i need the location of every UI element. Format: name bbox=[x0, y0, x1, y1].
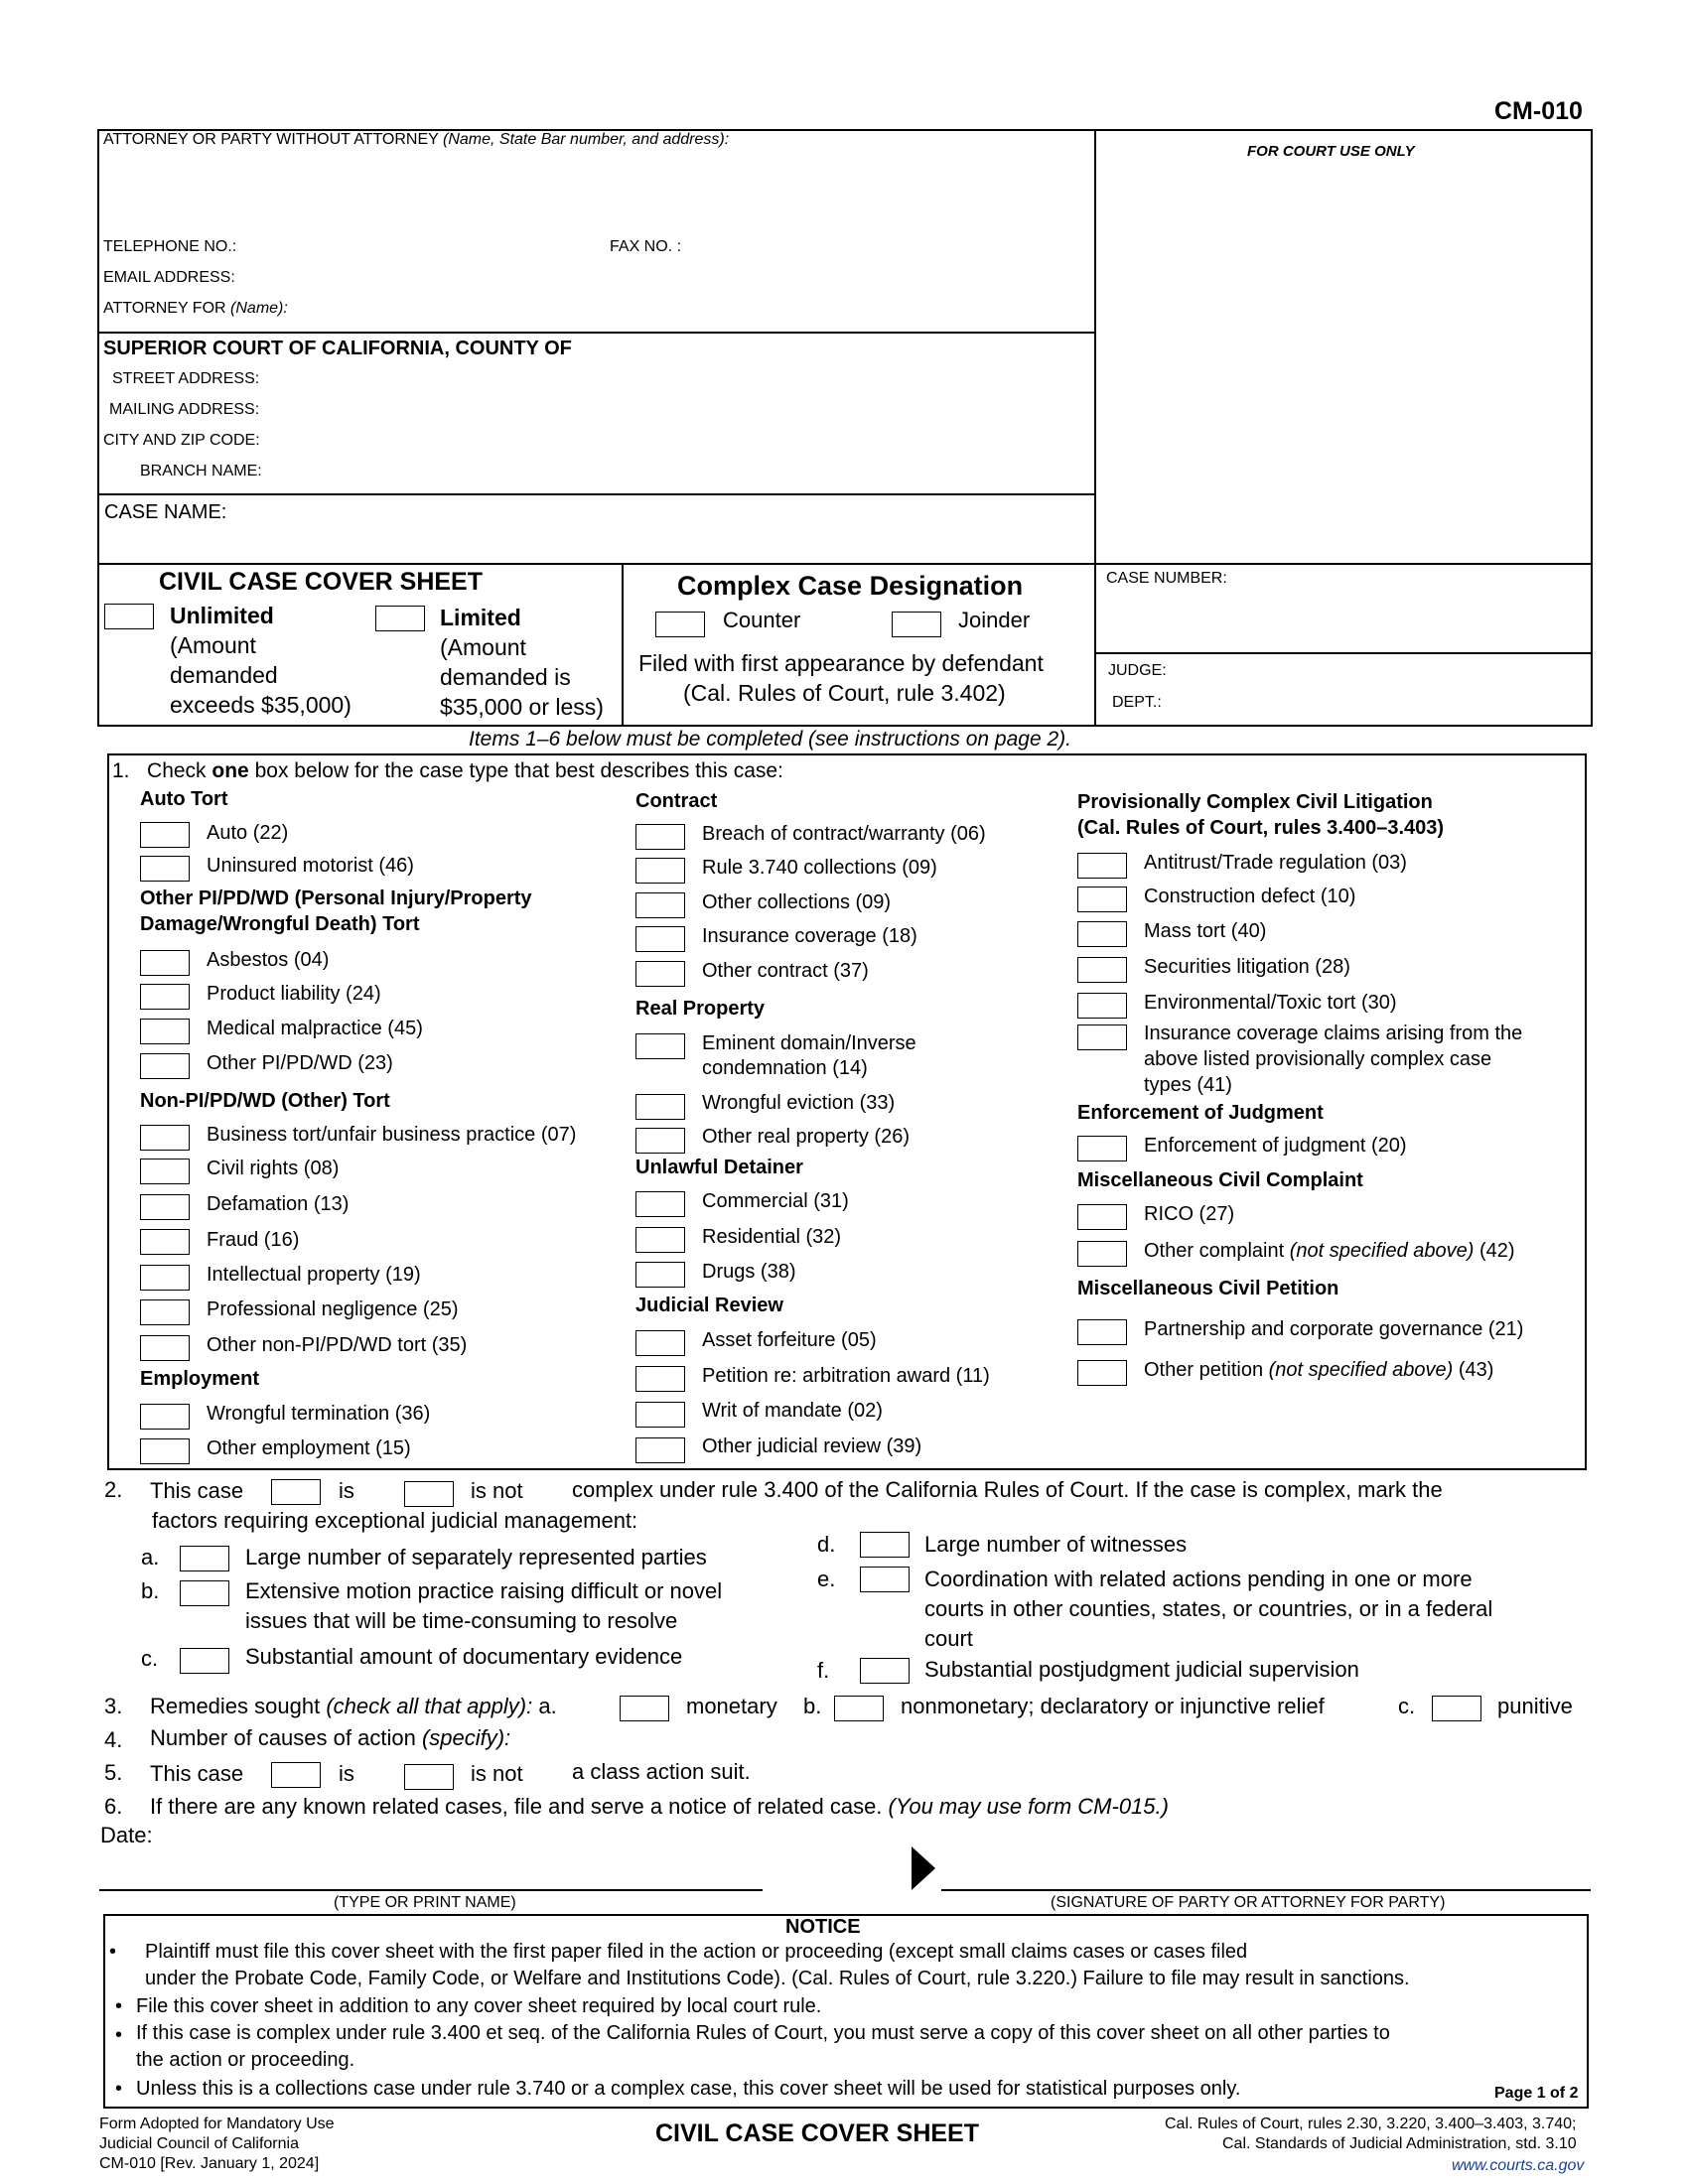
footer-council: Judicial Council of California bbox=[99, 2135, 299, 2152]
item2-num: 2. bbox=[104, 1477, 123, 1502]
other-complaint-checkbox[interactable] bbox=[1077, 1241, 1127, 1267]
limited-checkbox[interactable] bbox=[375, 606, 425, 631]
insurance-checkbox[interactable] bbox=[635, 926, 685, 952]
cover-title: CIVIL CASE COVER SHEET bbox=[159, 568, 483, 596]
civil-checkbox[interactable] bbox=[140, 1159, 190, 1184]
writ-label: Writ of mandate (02) bbox=[702, 1400, 883, 1422]
item2-is-not-checkbox[interactable] bbox=[404, 1481, 454, 1507]
notice-bullet-3: • bbox=[115, 2024, 123, 2046]
court-use-label: FOR COURT USE ONLY bbox=[1247, 143, 1415, 160]
writ-checkbox[interactable] bbox=[635, 1402, 685, 1428]
item2-rest: complex under rule 3.400 of the California Rules of Court. If the case is complex, mark the bbox=[572, 1477, 1443, 1502]
product-checkbox[interactable] bbox=[140, 984, 190, 1010]
antitrust-label: Antitrust/Trade regulation (03) bbox=[1144, 852, 1407, 874]
item2-this-case: This case bbox=[150, 1478, 244, 1503]
other-non-pi-checkbox[interactable] bbox=[140, 1335, 190, 1361]
fraud-label: Fraud (16) bbox=[207, 1229, 300, 1251]
auto-tort-heading: Auto Tort bbox=[140, 788, 228, 810]
environmental-label: Environmental/Toxic tort (30) bbox=[1144, 992, 1397, 1014]
type-name-label: (TYPE OR PRINT NAME) bbox=[334, 1894, 516, 1911]
other-real-label: Other real property (26) bbox=[702, 1126, 910, 1148]
counter-checkbox[interactable] bbox=[655, 612, 705, 637]
other-complaint-label: Other complaint (not specified above) (42) bbox=[1144, 1240, 1515, 1262]
signature-field[interactable] bbox=[941, 1852, 1591, 1888]
mailing-label: MAILING ADDRESS: bbox=[109, 401, 260, 418]
footer-rules: Cal. Rules of Court, rules 2.30, 3.220, 3.400–3.403, 3.740; bbox=[1165, 2116, 1577, 2132]
other-contract-checkbox[interactable] bbox=[635, 961, 685, 987]
unlimited-line2: demanded bbox=[170, 662, 278, 688]
item5-rest: a class action suit. bbox=[572, 1759, 751, 1784]
provisionally-complex-heading: Provisionally Complex Civil Litigation bbox=[1077, 791, 1433, 813]
real-property-heading: Real Property bbox=[635, 998, 766, 1020]
punitive-label: punitive bbox=[1497, 1694, 1573, 1718]
asbestos-checkbox[interactable] bbox=[140, 950, 190, 976]
footer-title: CIVIL CASE COVER SHEET bbox=[655, 2119, 979, 2147]
ip-label: Intellectual property (19) bbox=[207, 1264, 421, 1286]
limited-line1: (Amount bbox=[440, 634, 526, 660]
factor-b-label-2: issues that will be time-consuming to resolve bbox=[245, 1608, 678, 1633]
notice-b3-line1: If this case is complex under rule 3.400 et seq. of the California Rules of Court, you must serve a copy of this cover sheet on all other parties to bbox=[136, 2022, 1390, 2044]
notice-b3-line2: the action or proceeding. bbox=[136, 2049, 355, 2071]
other-non-pi-label: Other non-PI/PD/WD tort (35) bbox=[207, 1334, 468, 1356]
rule-collections-checkbox[interactable] bbox=[635, 858, 685, 884]
business-checkbox[interactable] bbox=[140, 1125, 190, 1151]
complex-title: Complex Case Designation bbox=[677, 571, 1024, 601]
asbestos-label: Asbestos (04) bbox=[207, 949, 330, 971]
residential-label: Residential (32) bbox=[702, 1226, 842, 1248]
employment-heading: Employment bbox=[140, 1368, 260, 1390]
notice-bullet-2: • bbox=[115, 1995, 123, 2017]
footer-standards: Cal. Standards of Judicial Administration, std. 3.10 bbox=[1222, 2135, 1577, 2152]
eminent-label: Eminent domain/Inverse bbox=[702, 1032, 916, 1054]
other-judicial-label: Other judicial review (39) bbox=[702, 1435, 922, 1457]
factor-f-label: Substantial postjudgment judicial supervision bbox=[924, 1657, 1359, 1682]
city-label: CITY AND ZIP CODE: bbox=[103, 432, 260, 449]
telephone-label: TELEPHONE NO.: bbox=[103, 238, 237, 255]
item1-heading: 1. Check one box below for the case type that best describes this case: bbox=[112, 759, 783, 782]
rico-label: RICO (27) bbox=[1144, 1203, 1235, 1225]
factor-f-letter: f. bbox=[817, 1658, 830, 1683]
commercial-label: Commercial (31) bbox=[702, 1190, 849, 1212]
item2-is-not-label: is not bbox=[471, 1478, 523, 1503]
other-pi-heading: Other PI/PD/WD (Personal Injury/Property bbox=[140, 887, 532, 909]
item5-is-label: is bbox=[339, 1761, 354, 1786]
counter-label: Counter bbox=[723, 608, 801, 632]
item3-label: Remedies sought (check all that apply): a. bbox=[150, 1694, 557, 1718]
monetary-checkbox[interactable] bbox=[620, 1696, 669, 1721]
auto-label: Auto (22) bbox=[207, 822, 289, 844]
factor-a-checkbox[interactable] bbox=[180, 1546, 229, 1571]
dept-label: DEPT.: bbox=[1112, 694, 1162, 711]
page-number: Page 1 of 2 bbox=[1494, 2085, 1579, 2102]
factor-e-checkbox[interactable] bbox=[860, 1567, 910, 1592]
non-pi-heading: Non-PI/PD/WD (Other) Tort bbox=[140, 1090, 390, 1112]
drugs-label: Drugs (38) bbox=[702, 1261, 796, 1283]
attorney-for-label: ATTORNEY FOR (Name): bbox=[103, 300, 288, 317]
provisionally-complex-heading-2: (Cal. Rules of Court, rules 3.400–3.403) bbox=[1077, 817, 1445, 839]
joinder-checkbox[interactable] bbox=[892, 612, 941, 637]
mass-tort-checkbox[interactable] bbox=[1077, 921, 1127, 947]
attorney-label: ATTORNEY OR PARTY WITHOUT ATTORNEY (Name, State Bar number, and address): bbox=[103, 131, 730, 148]
enforcement-heading: Enforcement of Judgment bbox=[1077, 1102, 1324, 1124]
factor-c-checkbox[interactable] bbox=[180, 1648, 229, 1674]
partnership-checkbox[interactable] bbox=[1077, 1319, 1127, 1345]
factor-b-letter: b. bbox=[141, 1578, 160, 1603]
limited-line2: demanded is bbox=[440, 664, 571, 690]
construction-checkbox[interactable] bbox=[1077, 887, 1127, 912]
attorney-field[interactable] bbox=[103, 151, 1086, 240]
item3-num: 3. bbox=[104, 1694, 123, 1718]
other-employment-label: Other employment (15) bbox=[207, 1437, 411, 1459]
limited-line3: $35,000 or less) bbox=[440, 694, 604, 720]
defamation-label: Defamation (13) bbox=[207, 1193, 350, 1215]
name-field[interactable] bbox=[99, 1852, 763, 1888]
item5-num: 5. bbox=[104, 1760, 123, 1785]
item4-label: Number of causes of action (specify): bbox=[150, 1725, 511, 1750]
factor-e-label-3: court bbox=[924, 1626, 973, 1651]
enforcement-checkbox[interactable] bbox=[1077, 1136, 1127, 1161]
environmental-checkbox[interactable] bbox=[1077, 993, 1127, 1019]
case-number-label: CASE NUMBER: bbox=[1106, 570, 1227, 587]
nonmonetary-label: nonmonetary; declaratory or injunctive relief bbox=[901, 1694, 1325, 1718]
petition-arbitration-checkbox[interactable] bbox=[635, 1366, 685, 1392]
footer-form-rev: CM-010 [Rev. January 1, 2024] bbox=[99, 2155, 320, 2172]
eviction-checkbox[interactable] bbox=[635, 1094, 685, 1120]
wrongful-termination-label: Wrongful termination (36) bbox=[207, 1403, 431, 1425]
other-pi-checkbox[interactable] bbox=[140, 1053, 190, 1079]
securities-checkbox[interactable] bbox=[1077, 957, 1127, 983]
misc-petition-heading: Miscellaneous Civil Petition bbox=[1077, 1278, 1339, 1299]
medical-label: Medical malpractice (45) bbox=[207, 1018, 423, 1039]
notice-b2: File this cover sheet in addition to any cover sheet required by local court rule. bbox=[136, 1995, 822, 2017]
fraud-checkbox[interactable] bbox=[140, 1229, 190, 1255]
case-name-label: CASE NAME: bbox=[104, 501, 227, 523]
eviction-label: Wrongful eviction (33) bbox=[702, 1092, 896, 1114]
class-action-is-not-checkbox[interactable] bbox=[404, 1764, 454, 1790]
partnership-label: Partnership and corporate governance (21) bbox=[1144, 1318, 1524, 1340]
filed-line1: Filed with first appearance by defendant bbox=[638, 650, 1044, 676]
insurance-label: Insurance coverage (18) bbox=[702, 925, 917, 947]
eminent-label-2: condemnation (14) bbox=[702, 1057, 868, 1079]
judge-label: JUDGE: bbox=[1108, 662, 1167, 679]
notice-b1-line2: under the Probate Code, Family Code, or Welfare and Institutions Code). (Cal. Rules of Court, rule 3.220.) Failure to file may result in sanctions. bbox=[145, 1968, 1410, 1989]
item6-num: 6. bbox=[104, 1794, 123, 1819]
drugs-checkbox[interactable] bbox=[635, 1262, 685, 1288]
factor-e-letter: e. bbox=[817, 1567, 836, 1591]
medical-checkbox[interactable] bbox=[140, 1019, 190, 1044]
email-label: EMAIL ADDRESS: bbox=[103, 269, 235, 286]
form-id: CM-010 bbox=[1494, 97, 1583, 125]
securities-label: Securities litigation (28) bbox=[1144, 956, 1350, 978]
mass-tort-label: Mass tort (40) bbox=[1144, 920, 1267, 942]
street-label: STREET ADDRESS: bbox=[112, 370, 260, 387]
construction-label: Construction defect (10) bbox=[1144, 886, 1356, 907]
antitrust-checkbox[interactable] bbox=[1077, 853, 1127, 879]
uninsured-checkbox[interactable] bbox=[140, 856, 190, 882]
nonmonetary-checkbox[interactable] bbox=[834, 1696, 884, 1721]
other-judicial-checkbox[interactable] bbox=[635, 1437, 685, 1463]
other-pi-label: Other PI/PD/WD (23) bbox=[207, 1052, 393, 1074]
court-title: SUPERIOR COURT OF CALIFORNIA, COUNTY OF bbox=[103, 338, 572, 359]
item5-this-case: This case bbox=[150, 1761, 244, 1786]
factor-b-label: Extensive motion practice raising difficult or novel bbox=[245, 1578, 723, 1603]
factor-a-label: Large number of separately represented parties bbox=[245, 1545, 707, 1570]
unlimited-label: Unlimited bbox=[170, 603, 274, 628]
professional-checkbox[interactable] bbox=[140, 1299, 190, 1325]
factor-f-checkbox[interactable] bbox=[860, 1658, 910, 1684]
signature-label: (SIGNATURE OF PARTY OR ATTORNEY FOR PARTY) bbox=[1051, 1894, 1446, 1911]
civil-label: Civil rights (08) bbox=[207, 1158, 340, 1179]
misc-complaint-heading: Miscellaneous Civil Complaint bbox=[1077, 1169, 1363, 1191]
notice-bullet-1: • bbox=[109, 1941, 117, 1963]
other-petition-checkbox[interactable] bbox=[1077, 1360, 1127, 1386]
insurance-claims-checkbox[interactable] bbox=[1077, 1024, 1127, 1050]
factor-e-label-2: courts in other counties, states, or countries, or in a federal bbox=[924, 1596, 1493, 1621]
factor-c-letter: c. bbox=[141, 1646, 159, 1671]
factor-a-letter: a. bbox=[141, 1545, 160, 1570]
other-contract-label: Other contract (37) bbox=[702, 960, 869, 982]
other-collections-label: Other collections (09) bbox=[702, 891, 892, 913]
monetary-label: monetary bbox=[686, 1694, 777, 1718]
other-pi-heading-2: Damage/Wrongful Death) Tort bbox=[140, 913, 420, 935]
unlimited-line1: (Amount bbox=[170, 632, 256, 658]
item2-is-label: is bbox=[339, 1478, 354, 1503]
filed-line2: (Cal. Rules of Court, rule 3.402) bbox=[683, 680, 1006, 706]
insurance-claims-label: Insurance coverage claims arising from the bbox=[1144, 1023, 1523, 1044]
factor-d-letter: d. bbox=[817, 1532, 836, 1557]
date-label: Date: bbox=[100, 1823, 153, 1847]
punitive-checkbox[interactable] bbox=[1432, 1696, 1481, 1721]
contract-heading: Contract bbox=[635, 790, 718, 812]
factor-d-checkbox[interactable] bbox=[860, 1532, 910, 1558]
business-label: Business tort/unfair business practice (07) bbox=[207, 1124, 577, 1146]
notice-bullet-4: • bbox=[115, 2078, 123, 2100]
enforcement-label: Enforcement of judgment (20) bbox=[1144, 1135, 1407, 1157]
item5-is-not-label: is not bbox=[471, 1761, 523, 1786]
unlimited-line3: exceeds $35,000) bbox=[170, 692, 352, 718]
footer-adopted: Form Adopted for Mandatory Use bbox=[99, 2116, 335, 2132]
professional-label: Professional negligence (25) bbox=[207, 1298, 459, 1320]
insurance-claims-label-3: types (41) bbox=[1144, 1074, 1232, 1096]
eminent-checkbox[interactable] bbox=[635, 1033, 685, 1059]
ip-checkbox[interactable] bbox=[140, 1265, 190, 1291]
unlawful-detainer-heading: Unlawful Detainer bbox=[635, 1157, 803, 1178]
product-label: Product liability (24) bbox=[207, 983, 381, 1005]
item2-line2: factors requiring exceptional judicial management: bbox=[152, 1508, 638, 1533]
item2-is-checkbox[interactable] bbox=[271, 1479, 321, 1505]
items-note: Items 1–6 below must be completed (see instructions on page 2). bbox=[469, 728, 1071, 751]
auto-checkbox[interactable] bbox=[140, 822, 190, 848]
other-petition-label: Other petition (not specified above) (43) bbox=[1144, 1359, 1494, 1381]
factor-b-checkbox[interactable] bbox=[180, 1580, 229, 1606]
factor-d-label: Large number of witnesses bbox=[924, 1532, 1188, 1557]
notice-title: NOTICE bbox=[785, 1916, 861, 1938]
notice-b1-line1: Plaintiff must file this cover sheet with the first paper filed in the action or proceeding (except small claims cases or cases filed bbox=[145, 1941, 1248, 1963]
date-field[interactable] bbox=[169, 1823, 566, 1850]
rule-collections-label: Rule 3.740 collections (09) bbox=[702, 857, 937, 879]
wrongful-termination-checkbox[interactable] bbox=[140, 1404, 190, 1430]
asset-checkbox[interactable] bbox=[635, 1330, 685, 1356]
uninsured-label: Uninsured motorist (46) bbox=[207, 855, 414, 877]
item6-text: If there are any known related cases, file and serve a notice of related case. (You may use form CM-015.) bbox=[150, 1794, 1169, 1819]
item3-b-letter: b. bbox=[803, 1694, 822, 1718]
limited-label: Limited bbox=[440, 605, 521, 630]
signature-arrow-icon bbox=[912, 1846, 937, 1890]
rico-checkbox[interactable] bbox=[1077, 1204, 1127, 1230]
unlimited-checkbox[interactable] bbox=[104, 604, 154, 629]
factor-c-label: Substantial amount of documentary evidence bbox=[245, 1644, 683, 1669]
item4-num: 4. bbox=[104, 1727, 123, 1752]
fax-label: FAX NO. : bbox=[610, 238, 682, 255]
residential-checkbox[interactable] bbox=[635, 1227, 685, 1253]
class-action-is-checkbox[interactable] bbox=[271, 1762, 321, 1788]
item3-c-letter: c. bbox=[1398, 1694, 1416, 1718]
causes-of-action-field[interactable] bbox=[566, 1723, 1062, 1751]
joinder-label: Joinder bbox=[958, 608, 1031, 632]
other-employment-checkbox[interactable] bbox=[140, 1438, 190, 1464]
judicial-review-heading: Judicial Review bbox=[635, 1295, 783, 1316]
other-real-checkbox[interactable] bbox=[635, 1128, 685, 1154]
factor-e-label: Coordination with related actions pending in one or more bbox=[924, 1567, 1473, 1591]
other-collections-checkbox[interactable] bbox=[635, 892, 685, 918]
petition-arbitration-label: Petition re: arbitration award (11) bbox=[702, 1365, 990, 1387]
notice-b4: Unless this is a collections case under rule 3.740 or a complex case, this cover sheet will be used for statistical purposes only. bbox=[136, 2078, 1241, 2100]
asset-label: Asset forfeiture (05) bbox=[702, 1329, 877, 1351]
defamation-checkbox[interactable] bbox=[140, 1194, 190, 1220]
footer-website[interactable]: www.courts.ca.gov bbox=[1452, 2157, 1585, 2174]
branch-label: BRANCH NAME: bbox=[140, 463, 262, 479]
insurance-claims-label-2: above listed provisionally complex case bbox=[1144, 1048, 1492, 1070]
breach-label: Breach of contract/warranty (06) bbox=[702, 823, 986, 845]
breach-checkbox[interactable] bbox=[635, 824, 685, 850]
commercial-checkbox[interactable] bbox=[635, 1191, 685, 1217]
